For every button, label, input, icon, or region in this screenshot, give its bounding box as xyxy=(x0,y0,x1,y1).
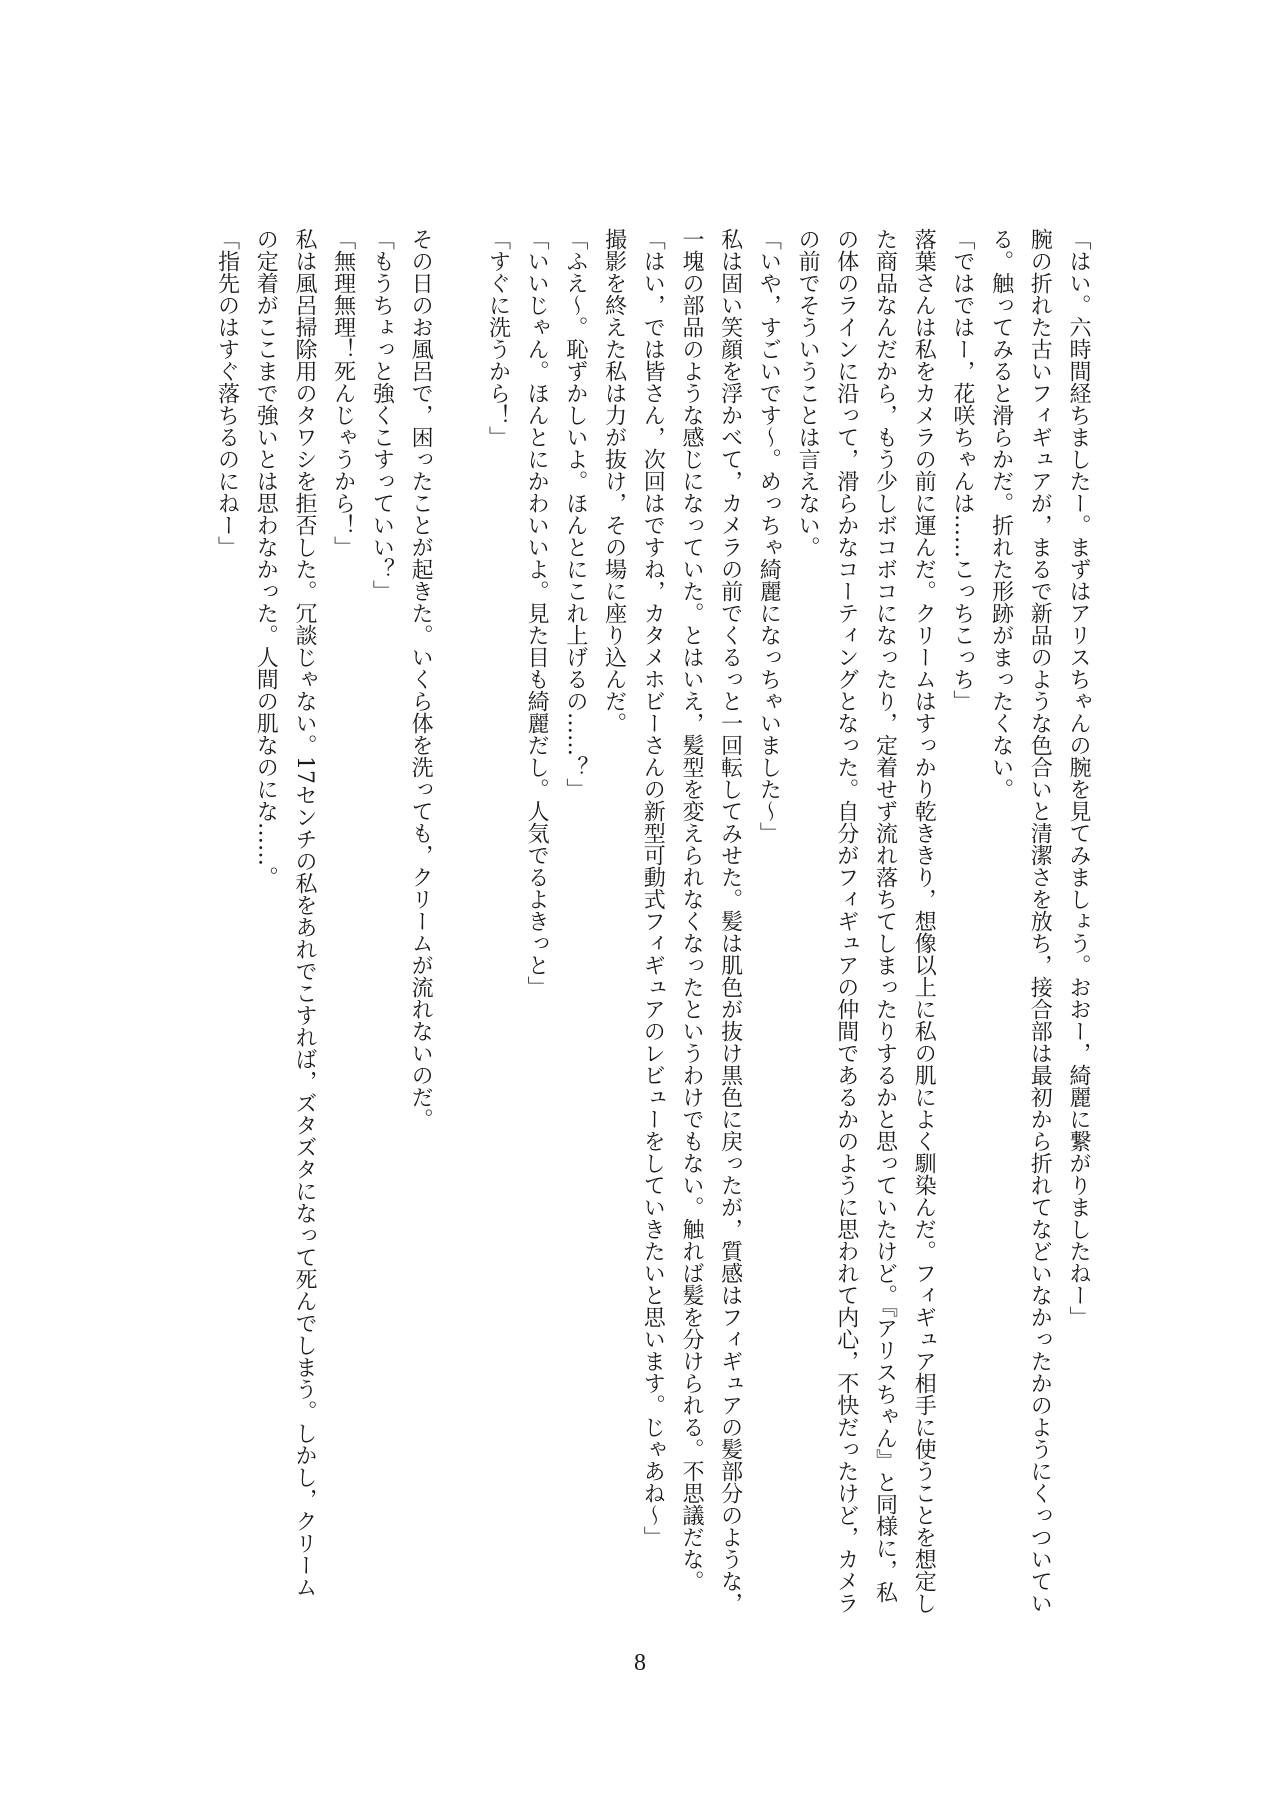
text-line: 「すぐに洗うから！」 xyxy=(485,228,511,448)
text-line: の定着がここまで強いとは思わなかった。人間の肌なのにな……。 xyxy=(253,228,279,888)
text-line: 「指先のはすぐ落ちるのにねー」 xyxy=(214,228,240,558)
text-line: 一塊の部品のような感じになっていた。とはいえ，髪型を変えられなくなったというわけでもない。触れば髪を分けられる。不思議だな。 xyxy=(678,228,704,1592)
text-line: た商品なんだから，もう少しボコボコになったり，定着せず流れ落ちてしまったりするかと思っていたけど。『アリスちゃん』と同様に，私 xyxy=(872,228,898,1603)
text-line: る。触ってみると滑らかだ。折れた形跡がまったくない。 xyxy=(988,228,1014,800)
text-line: 落葉さんは私をカメラの前に運んだ。クリームはすっかり乾ききり，想像以上に私の肌によく馴染んだ。フィギュア相手に使うことを想定し xyxy=(911,228,937,1614)
text-line: 「もうちょっと強くこすっていい？」 xyxy=(369,228,395,602)
text-line: の前でそういうことは言えない。 xyxy=(795,228,821,558)
page-number: 8 xyxy=(634,1650,646,1676)
text-line: 「はい，では皆さん，次回はですね，カタメホビーさんの新型可動式フィギュアのレビューをしていきたいと思います。じゃあね～」 xyxy=(640,228,666,1548)
text-line: 撮影を終えた私は力が抜け，その場に座り込んだ。 xyxy=(601,228,627,734)
text-line: 「ふえ～。恥ずかしいよ。ほんとにこれ上げるの……？」 xyxy=(562,228,588,800)
text-line: 私は固い笑顔を浮かべて，カメラの前でくるっと一回転してみせた。髪は肌色が抜け黒色に戻ったが，質感はフィギュアの髪部分のような， xyxy=(717,228,743,1614)
blank-line xyxy=(439,228,478,1648)
text-line: その日のお風呂で，困ったことが起きた。いくら体を洗っても，クリームが流れないのだ。 xyxy=(408,228,434,1130)
vertical-text-body xyxy=(207,228,1097,1648)
text-line: 私は風呂掃除用のタワシを拒否した。冗談じゃない。17センチの私をあれでこすれば，ズタズタになって死んでしまう。しかし，クリーム xyxy=(291,228,317,1598)
text-line: 腕の折れた古いフィギュアが，まるで新品のような色合いと清潔さを放ち，接合部は最初から折れてなどいなかったかのようにくっついてい xyxy=(1027,228,1053,1614)
text-line: 「いや，すごいです～。めっちゃ綺麗になっちゃいました～」 xyxy=(756,228,782,844)
text-line: 「無理無理！死んじゃうから！」 xyxy=(330,228,356,558)
text-line: 「いいじゃん。ほんとにかわいいよ。見た目も綺麗だし。人気でるよきっと」 xyxy=(524,228,550,998)
text-line: の体のラインに沿って，滑らかなコーティングとなった。自分がフィギュアの仲間であるかのように思われて内心，不快だったけど，カメラ xyxy=(833,228,859,1614)
text-line: 「ではではー，花咲ちゃんは……こっちこっち」 xyxy=(949,228,975,712)
text-line: 「はい。六時間経ちましたー。まずはアリスちゃんの腕を見てみましょう。おおー，綺麗に繋がりましたねー」 xyxy=(1066,228,1091,1328)
